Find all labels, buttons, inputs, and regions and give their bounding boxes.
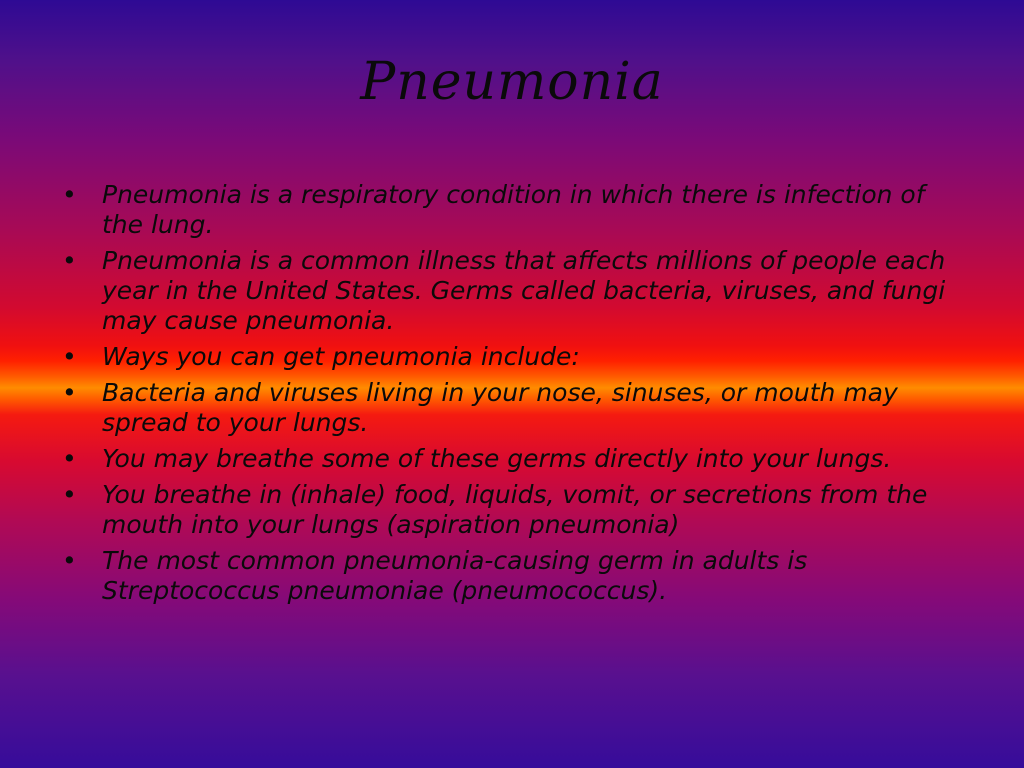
bullet-text: You may breathe some of these germs directly into your lungs.: [102, 444, 892, 473]
bullet-text-suffix: (pneumococcus).: [443, 576, 668, 605]
species-name: Streptococcus pneumoniae: [102, 576, 444, 605]
bullet-item: [60, 180, 960, 240]
bullet-dot: •: [62, 246, 77, 275]
bullet-text: Bacteria and viruses living in your nose, sinuses, or mouth may spread to your lungs.: [102, 378, 898, 437]
bullet-text: You breathe in (inhale) food, liquids, vomit, or secretions from the mouth into your lungs (aspiration pneumonia): [102, 480, 928, 539]
bullet-item: [60, 546, 960, 606]
bullet-text: Ways you can get pneumonia include:: [102, 342, 580, 371]
bullet-dot: •: [62, 180, 77, 209]
bullet-text-prefix: The most common pneumonia-causing germ in adults is: [102, 546, 808, 575]
bullet-item: [60, 444, 960, 474]
bullet-dot: •: [62, 444, 77, 473]
bullet-dot: •: [62, 546, 77, 575]
bullet-item: [60, 342, 960, 372]
bullet-list: [60, 180, 960, 612]
bullet-dot: •: [62, 378, 77, 407]
bullet-dot: •: [62, 342, 77, 371]
slide-title: Pneumonia: [360, 52, 664, 112]
bullet-text: Pneumonia is a common illness that affects millions of people each year in the United States. Germs called bacteria, viruses, and fungi may cause pneumonia.: [102, 246, 946, 335]
bullet-dot: •: [62, 480, 77, 509]
bullet-text: Pneumonia is a respiratory condition in which there is infection of the lung.: [102, 180, 925, 239]
bullet-text: [102, 546, 807, 605]
bullet-item: [60, 480, 960, 540]
bullet-item: [60, 378, 960, 438]
bullet-item: [60, 246, 960, 336]
